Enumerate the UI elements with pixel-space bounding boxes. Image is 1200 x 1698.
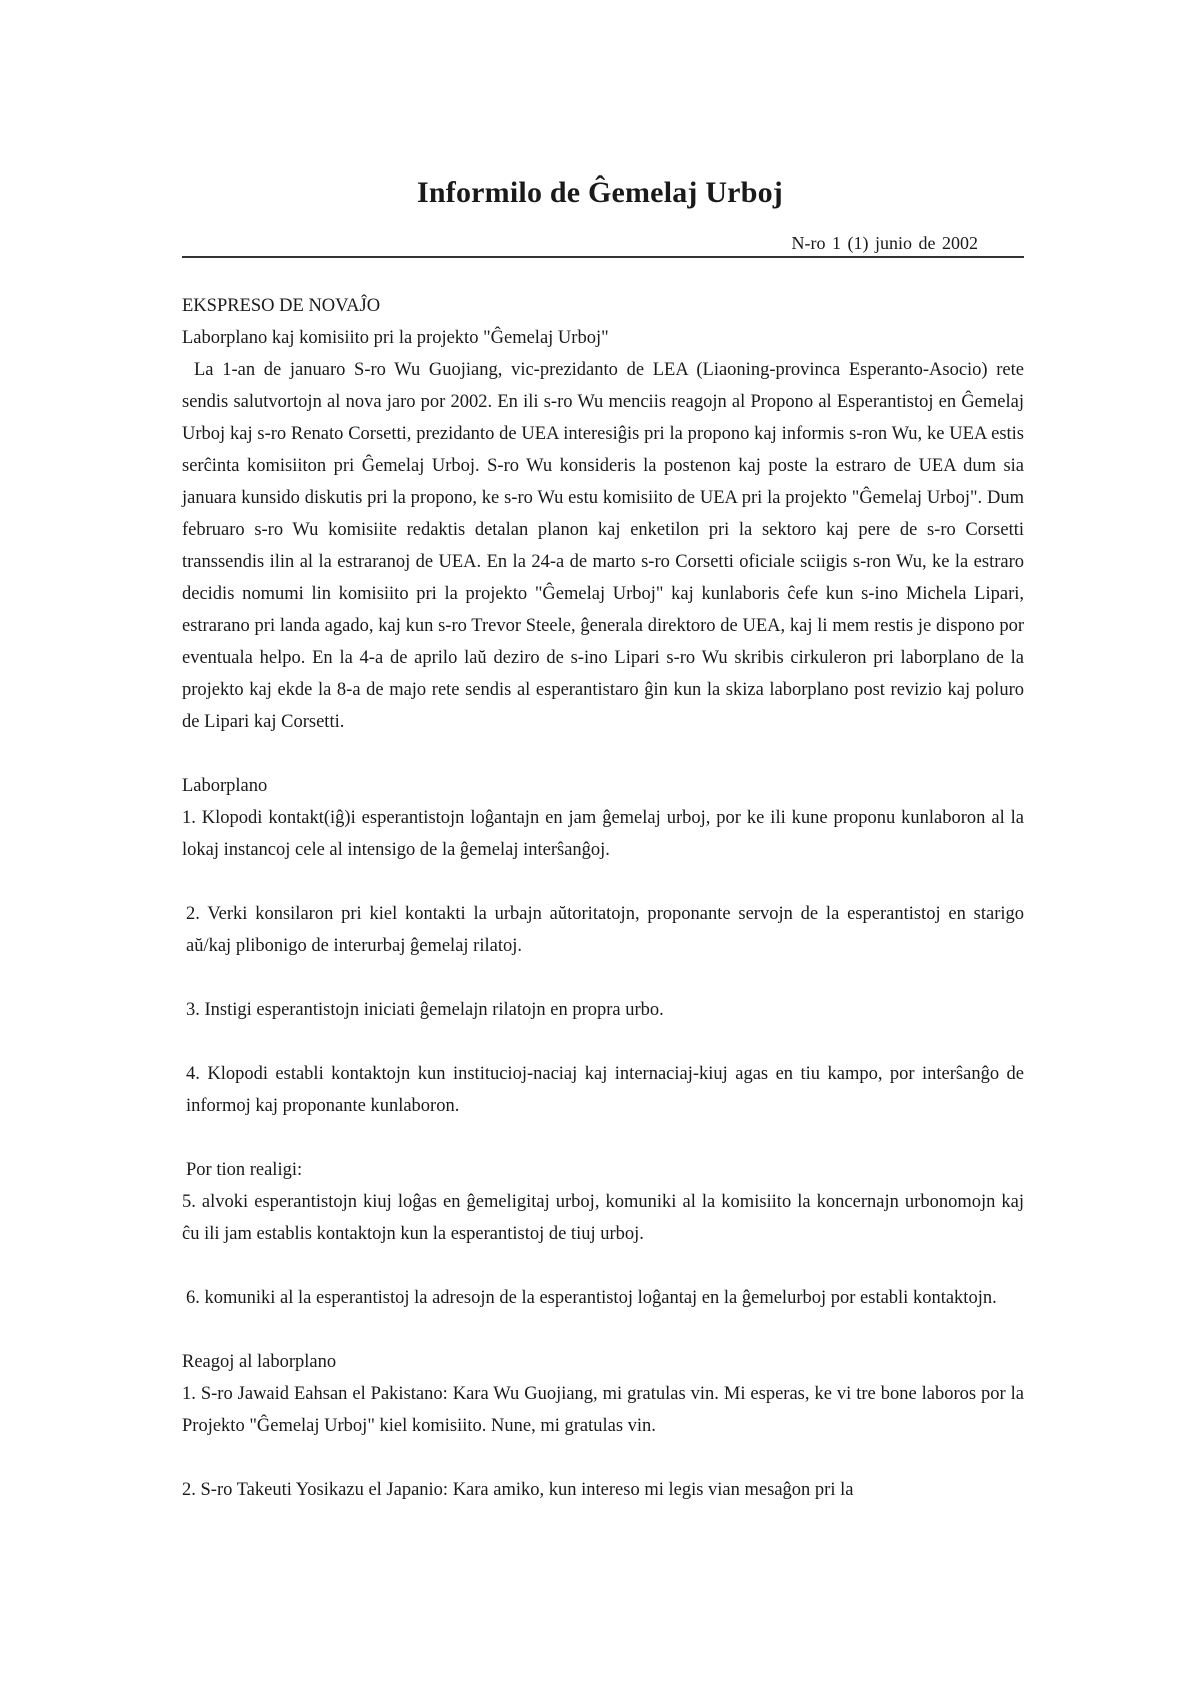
section-heading: EKSPRESO DE NOVAĴO [182, 296, 381, 316]
plan-item-6: 6. komuniki al la esperantistoj la adresojn de la esperantistoj loĝantaj en la ĝemelurboj por establi kontaktojn. [186, 1288, 997, 1308]
plan-item-4: 4. Klopodi establi kontaktojn kun institucioj-naciaj kaj internaciaj-kiuj agas en tiu kampo, por interŝanĝo de informoj kaj proponante kunlaboron. [186, 1064, 1024, 1116]
section-subheading: Laborplano kaj komisiito pri la projekto "Ĝemelaj Urboj" [182, 328, 609, 348]
intro-paragraph: La 1-an de januaro S-ro Wu Guojiang, vic-prezidanto de LEA (Liaoning-provinca Esperanto-Asocio) rete sendis salutvortojn al nova jaro por 2002. En ili s-ro Wu menciis reagojn al Propono al Esperantistoj en Ĝemelaj Urboj kaj s-ro Renato Corsetti, prezidanto de UEA interesiĝis pri la propono kaj informis s-ron Wu, ke UEA estis serĉinta komisiiton pri Ĝemelaj Urboj. S-ro Wu konsideris la postenon kaj poste la estraro de UEA dum sia januara kunsido diskutis pri la propono, ke s-ro Wu estu komisiito de UEA pri la projekto "Ĝemelaj Urboj". Dum februaro s-ro Wu komisiite redaktis detalan planon kaj enketilon pri la sektoro kaj pere de s-ro Corsetti transsendis ilin al la estraranoj de UEA. En la 24-a de marto s-ro Corsetti oficiale sciigis s-ron Wu, ke la estraro decidis nomumi lin komisiito pri la projekto "Ĝemelaj Urboj" kaj kunlaboris ĉefe kun s-ino Michela Lipari, estrarano pri landa agado, kaj kun s-ro Trevor Steele, ĝenerala direktoro de UEA, kaj li mem restis je dispono por eventuala helpo. En la 4-a de aprilo laŭ deziro de s-ino Lipari s-ro Wu skribis cirkuleron pri laborplano de la projekto kaj ekde la 8-a de majo rete sendis al esperantistaro ĝin kun la skiza laborplano post revizio kaj poluro de Lipari kaj Corsetti. [182, 360, 1024, 732]
issue-line: N-ro 1 (1) junio de 2002 [791, 233, 978, 253]
plan-heading: Laborplano [182, 776, 268, 796]
plan-item-3: 3. Instigi esperantistojn iniciati ĝemelajn rilatojn en propra urbo. [186, 1000, 664, 1020]
plan-realize-label: Por tion realigi: [186, 1160, 303, 1180]
document-body [182, 290, 1024, 1506]
plan-item-1: 1. Klopodi kontakt(iĝ)i esperantistojn loĝantajn en jam ĝemelaj urboj, por ke ili kune proponu kunlaboron al la lokaj instancoj cele al intensigo de la ĝemelaj interŝanĝoj. [182, 808, 1024, 860]
reaction-1: 1. S-ro Jawaid Eahsan el Pakistano: Kara Wu Guojiang, mi gratulas vin. Mi esperas, ke vi tre bone laboros por la Projekto "Ĝemelaj Urboj" kiel komisiito. Nune, mi gratulas vin. [182, 1384, 1024, 1436]
reactions-heading: Reagoj al laborplano [182, 1352, 337, 1372]
plan-item-2: 2. Verki konsilaron pri kiel kontakti la urbajn aŭtoritatojn, proponante servojn de la esperantistoj en starigo aŭ/kaj plibonigo de interurbaj ĝemelaj rilatoj. [186, 904, 1024, 956]
document-title: Informilo de Ĝemelaj Urboj [417, 176, 783, 209]
header-rule [182, 256, 1024, 258]
plan-item-5: 5. alvoki esperantistojn kiuj loĝas en ĝemeligitaj urboj, komuniki al la komisiito la koncernajn urbonomojn kaj ĉu ili jam establis kontaktojn kun la esperantistoj de tiuj urboj. [182, 1192, 1024, 1244]
reaction-2: 2. S-ro Takeuti Yosikazu el Japanio: Kara amiko, kun intereso mi legis vian mesaĝon pri la [182, 1480, 854, 1500]
